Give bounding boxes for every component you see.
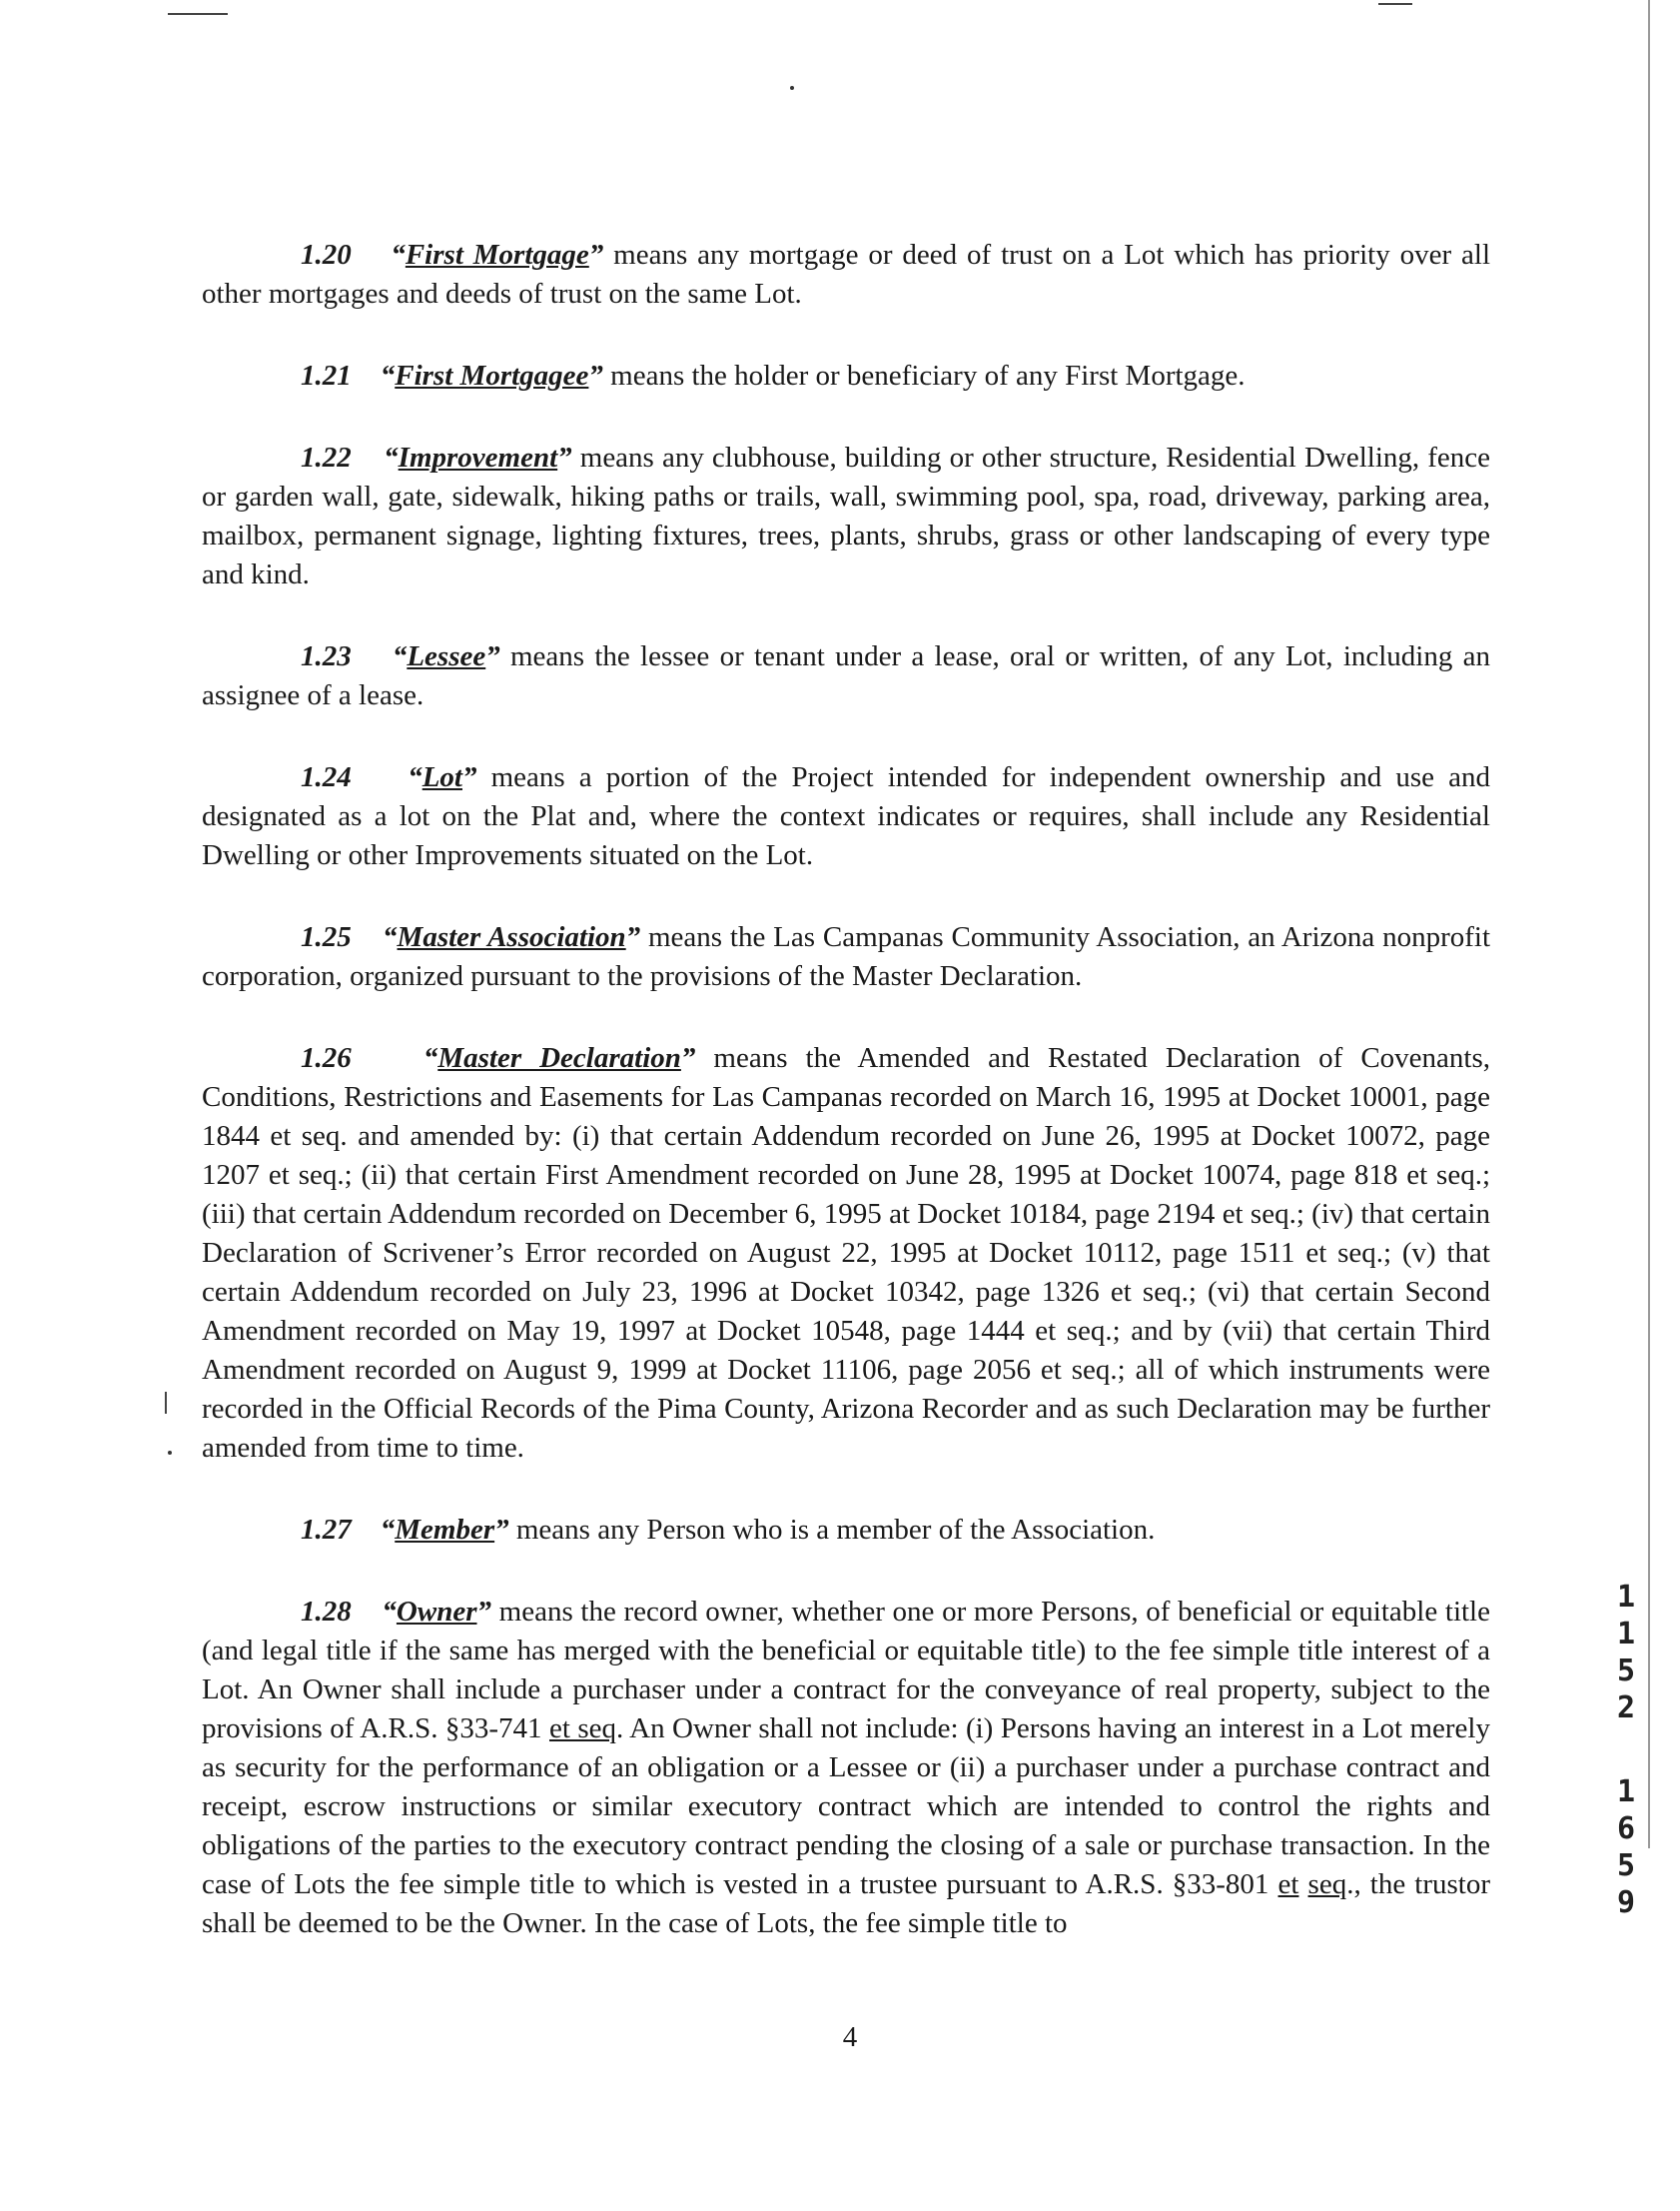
defined-term: “Member” bbox=[380, 1514, 509, 1546]
stamp-digit: 5 bbox=[1616, 1848, 1636, 1883]
section-number: 1.25 bbox=[301, 921, 352, 953]
citation-seq: seq bbox=[1307, 1868, 1347, 1900]
defined-term: “Owner” bbox=[382, 1596, 491, 1628]
stamp-digit: 1 bbox=[1616, 1774, 1636, 1809]
section-number: 1.28 bbox=[301, 1596, 352, 1628]
citation-et: et bbox=[1277, 1868, 1299, 1900]
definition-paragraph bbox=[202, 1039, 1490, 1468]
definition-text: means any mortgage or deed of trust on a Lot which has priority over all other mortgages and deeds of trust on the same Lot. bbox=[202, 239, 1491, 310]
defined-term: “Improvement” bbox=[384, 442, 572, 474]
scan-artifact-dot bbox=[790, 86, 794, 90]
definition-text: means the record owner, whether one or more Persons, of beneficial or equitable title (and legal title if the same has merged with the beneficial or equitable title) to the fee simple title interest of a Lot. An Owner shall include a purchaser under a contract for the conveyance of real property, subject to the provisions of A.R.S. §33-741 bbox=[202, 1596, 1490, 1744]
stamp-digit: 1 bbox=[1616, 1580, 1636, 1615]
stamp-digit: 2 bbox=[1616, 1690, 1636, 1725]
definition-paragraph bbox=[202, 758, 1490, 875]
section-number: 1.24 bbox=[301, 761, 352, 793]
definition-text: means the Las Campanas Community Association, an Arizona nonprofit corporation, organized pursuant to the provisions of the Master Declaration. bbox=[202, 921, 1491, 992]
section-number: 1.27 bbox=[301, 1514, 352, 1546]
stamp-digit: 1 bbox=[1616, 1617, 1636, 1652]
definition-paragraph bbox=[202, 439, 1490, 594]
definition-paragraph bbox=[202, 236, 1490, 314]
definition-paragraph bbox=[202, 357, 1490, 396]
scan-artifact-mark bbox=[165, 1392, 167, 1414]
defined-term: “Lot” bbox=[408, 761, 477, 793]
page-number: 4 bbox=[842, 2021, 858, 2053]
definition-paragraph bbox=[202, 1511, 1490, 1550]
definition-paragraph-owner bbox=[202, 1593, 1490, 1943]
section-number: 1.26 bbox=[301, 1042, 352, 1074]
definition-text: . An Owner shall not include: (i) Persons having an interest in a Lot merely as security for the performance of an obligation or a Lessee or (ii) a purchaser under a purchase contract and receipt, escrow instructions or similar executory contract which are intended to control the rights and obligations of the parties to the executory contract pending the closing of a sale or purchase transaction. In the case of Lots the fee simple title to which is vested in a trustee pursuant to A.R.S. §33-801 bbox=[202, 1712, 1490, 1900]
recording-stamp-docket bbox=[1606, 1579, 1646, 1726]
definition-paragraph bbox=[202, 918, 1490, 996]
definition-paragraph bbox=[202, 637, 1490, 715]
recording-stamp-page bbox=[1606, 1773, 1646, 1921]
stamp-digit: 6 bbox=[1616, 1811, 1636, 1846]
scan-artifact-rule bbox=[168, 13, 228, 15]
scan-artifact-edge bbox=[1648, 0, 1650, 1848]
definition-text: means a portion of the Project intended for independent ownership and use and designated as a lot on the Plat and, where the context indicates or requires, shall include any Residential Dwelling or other Improvements situated on the Lot. bbox=[202, 761, 1491, 871]
section-number: 1.21 bbox=[301, 360, 352, 392]
section-number: 1.23 bbox=[301, 640, 352, 672]
section-number: 1.22 bbox=[301, 442, 352, 474]
defined-term: “Master Declaration” bbox=[422, 1042, 696, 1074]
definition-text: ., the trustor shall be deemed to be the Owner. In the case of Lots, the fee simple title to bbox=[202, 1868, 1491, 1939]
scan-artifact-rule bbox=[1378, 3, 1412, 5]
definition-text: means the holder or beneficiary of any First Mortgage. bbox=[602, 360, 1246, 392]
defined-term: “First Mortgage” bbox=[391, 239, 604, 271]
definition-text: means any clubhouse, building or other structure, Residential Dwelling, fence or garden wall, gate, sidewalk, hiking paths or trails, wall, swimming pool, spa, road, driveway, parking area, mailbox, permanent signage, lighting fixtures, trees, plants, shrubs, grass or other landscaping of every type and kind. bbox=[202, 442, 1490, 590]
definition-text: means the Amended and Restated Declaration of Covenants, Conditions, Restrictions and Easements for Las Campanas recorded on March 16, 1995 at Docket 10001, page 1844 et seq. and amended by: (i) that certain Addendum recorded on June 26, 1995 at Docket 10072, page 1207 et seq.; (ii) that certain First Amendment recorded on June 28, 1995 at Docket 10074, page 818 et seq.; (iii) that certain Addendum recorded on December 6, 1995 at Docket 10184, page 2194 et seq.; (iv) that certain Declaration of Scrivener’s Error recorded on August 22, 1995 at Docket 10112, page 1511 et seq.; (v) that certain Addendum recorded on July 23, 1996 at Docket 10342, page 1326 et seq.; (vi) that certain Second Amendment recorded on May 19, 1997 at Docket 10548, page 1444 et seq.; and by (vii) that certain Third Amendment recorded on August 9, 1999 at Docket 11106, page 2056 et seq.; all of which instruments were recorded in the Official Records of the Pima County, Arizona Recorder and as such Declaration may be further amended from time to time. bbox=[202, 1042, 1490, 1464]
citation-et-seq: et seq bbox=[549, 1712, 617, 1744]
scan-artifact-dot bbox=[168, 1451, 172, 1455]
definition-text: means the lessee or tenant under a lease, oral or written, of any Lot, including an assignee of a lease. bbox=[202, 640, 1491, 711]
defined-term: “First Mortgagee” bbox=[380, 360, 603, 392]
stamp-digit: 9 bbox=[1616, 1885, 1636, 1920]
defined-term: “Master Association” bbox=[383, 921, 641, 953]
definition-text: means any Person who is a member of the Association. bbox=[508, 1514, 1156, 1546]
document-body bbox=[202, 236, 1490, 1986]
defined-term: “Lessee” bbox=[392, 640, 500, 672]
stamp-digit: 5 bbox=[1616, 1654, 1636, 1688]
section-number: 1.20 bbox=[301, 239, 352, 271]
